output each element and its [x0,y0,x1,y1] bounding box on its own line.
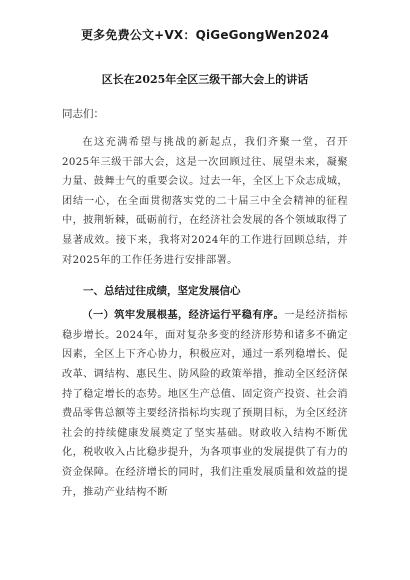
document-title: 区长在2025年全区三级干部大会上的讲话 [101,73,309,86]
section-heading-1: 一、总结过往成绩，坚定发展信心 [83,285,241,298]
salutation: 同志们： [62,108,104,120]
intro-paragraph: 在这充满希望与挑战的新起点，我们齐聚一堂，召开2025年三级干部大会，这是一次回顾过往、展望未来，凝聚力量、鼓舞士气的重要会议。过去一年，全区上下众志成城，团结一心，在全面贯彻落实党的二十届三中全会精神的征程中，披荆斩棘，砥砺前行，在经济社会发展的各个领域取得了显著成效。接下来，我将对2024年的工作进行回顾总结，并对2025年的工作任务进行安排部署。 [62,137,348,266]
subsection-body: 一是经济指标稳步增长。2024年，面对复杂多变的经济形势和诸多不确定因素，全区上下齐心协力，积极应对，通过一系列稳增长、促改革、调结构、惠民生、防风险的政策举措，推动全区经济保持了稳定增长的态势。地区生产总值、固定资产投资、社会消费品零售总额等主要经济指标均实现了预期目标，为全区经济社会的持续健康发展奠定了坚实基础。财政收入结构不断优化，税收收入占比稳步提升，为各项事业的发展提供了有力的资金保障。在经济增长的同时，我们注重发展质量和效益的提升，推动产业结构不断 [62,310,348,498]
promo-banner: 更多免费公文+VX：QiGeGongWen2024 [80,28,329,42]
subsection-paragraph-1 [62,306,348,502]
subsection-lead: （一）筑牢发展根基，经济运行平稳有序。 [82,309,285,322]
